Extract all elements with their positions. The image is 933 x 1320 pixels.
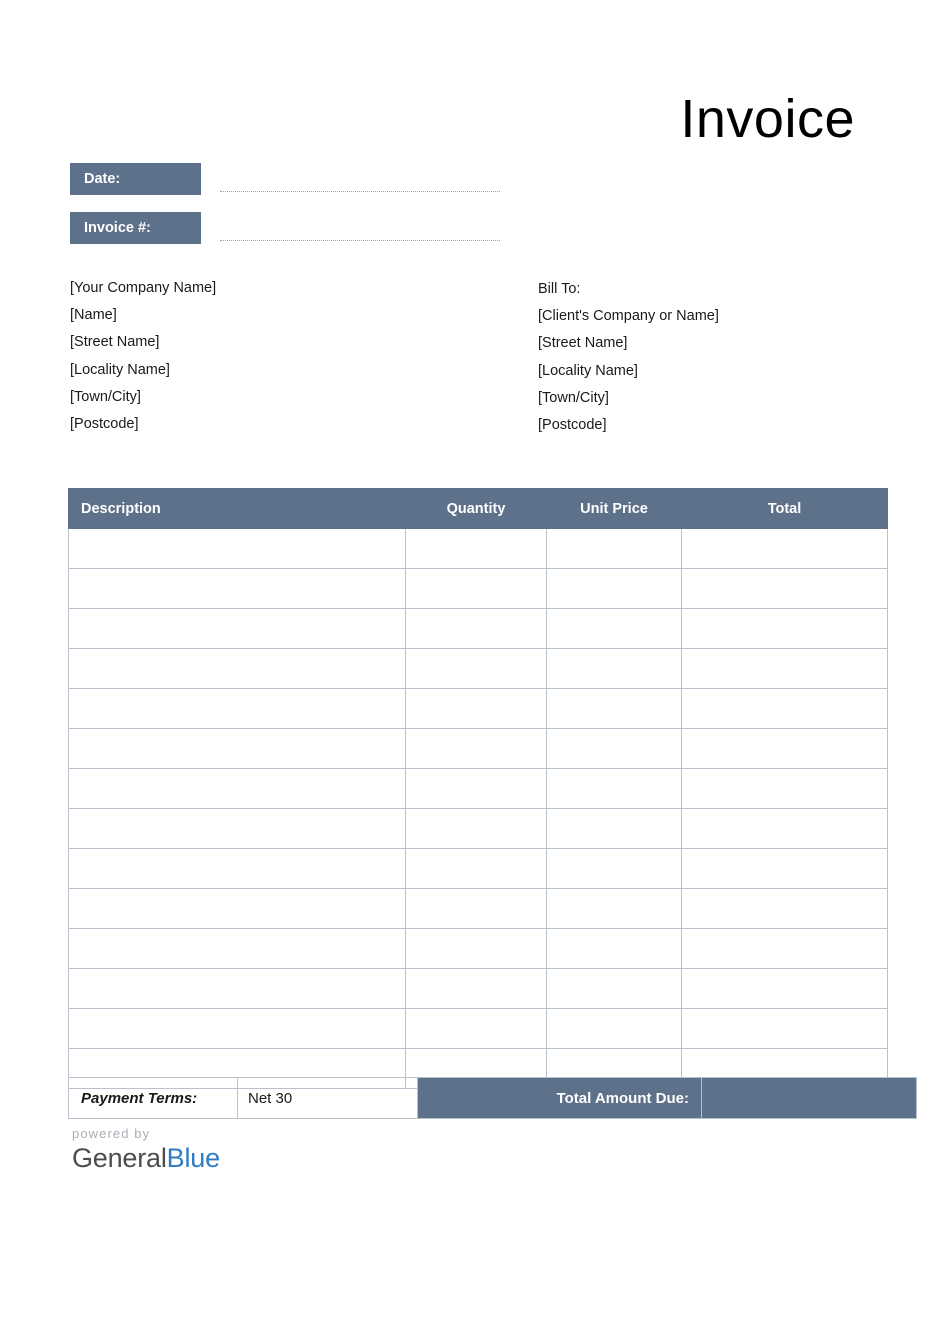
cell-description[interactable] — [69, 729, 406, 769]
cell-quantity[interactable] — [406, 529, 547, 569]
table-row — [69, 649, 888, 689]
cell-unit-price[interactable] — [547, 529, 682, 569]
cell-total[interactable] — [682, 649, 888, 689]
invoice-meta — [70, 163, 510, 261]
cell-unit-price[interactable] — [547, 929, 682, 969]
cell-total[interactable] — [682, 929, 888, 969]
cell-unit-price[interactable] — [547, 849, 682, 889]
bill-to-address-line: [Client's Company or Name] — [538, 308, 719, 325]
table-row — [69, 689, 888, 729]
sender-address-line: [Your Company Name] — [70, 280, 217, 296]
brand-name-blue: Blue — [166, 1143, 220, 1173]
table-row — [69, 969, 888, 1009]
cell-unit-price[interactable] — [547, 889, 682, 929]
page-title: Invoice — [680, 89, 855, 149]
table-row — [69, 849, 888, 889]
cell-quantity[interactable] — [406, 889, 547, 929]
sender-address-line: [Street Name] — [70, 334, 160, 351]
cell-unit-price[interactable] — [547, 569, 682, 609]
cell-total[interactable] — [682, 729, 888, 769]
cell-total[interactable] — [682, 969, 888, 1009]
cell-quantity[interactable] — [406, 769, 547, 809]
powered-by-label: powered by — [72, 1126, 151, 1141]
cell-unit-price[interactable] — [547, 969, 682, 1009]
table-row — [69, 1009, 888, 1049]
table-row — [69, 889, 888, 929]
cell-quantity[interactable] — [406, 569, 547, 609]
cell-description[interactable] — [69, 1009, 406, 1049]
cell-total[interactable] — [682, 689, 888, 729]
brand-name — [72, 1143, 220, 1174]
cell-description[interactable] — [69, 649, 406, 689]
sender-address-line: [Postcode] — [70, 416, 139, 433]
table-row — [69, 809, 888, 849]
invoice-footer-table — [68, 1077, 917, 1119]
bill-to-address-line: [Locality Name] — [538, 362, 638, 379]
column-header-unit-price: Unit Price — [547, 489, 682, 529]
cell-quantity[interactable] — [406, 689, 547, 729]
sender-address-line: [Name] — [70, 307, 117, 324]
invoice-number-row — [70, 212, 510, 244]
sender-address — [70, 275, 216, 438]
cell-unit-price[interactable] — [547, 649, 682, 689]
cell-total[interactable] — [682, 889, 888, 929]
invoice-number-underline — [220, 239, 500, 241]
sender-address-line: [Locality Name] — [70, 361, 170, 378]
table-header-row — [69, 489, 888, 529]
line-items-table — [68, 488, 888, 1089]
sender-address-line: [Town/City] — [70, 388, 141, 405]
bill-to-address-line: [Town/City] — [538, 389, 609, 406]
cell-quantity[interactable] — [406, 1009, 547, 1049]
cell-description[interactable] — [69, 849, 406, 889]
cell-unit-price[interactable] — [547, 729, 682, 769]
table-row — [69, 569, 888, 609]
cell-description[interactable] — [69, 689, 406, 729]
cell-quantity[interactable] — [406, 929, 547, 969]
payment-terms-value[interactable]: Net 30 — [238, 1078, 418, 1119]
cell-unit-price[interactable] — [547, 809, 682, 849]
bill-to-address-line: [Street Name] — [538, 335, 628, 352]
column-header-total: Total — [682, 489, 888, 529]
cell-quantity[interactable] — [406, 649, 547, 689]
brand-name-general: General — [72, 1143, 167, 1173]
cell-unit-price[interactable] — [547, 1009, 682, 1049]
table-row — [69, 729, 888, 769]
bill-to-heading: Bill To: — [538, 281, 581, 297]
date-row — [70, 163, 510, 195]
cell-quantity[interactable] — [406, 849, 547, 889]
total-amount-due-value[interactable] — [702, 1078, 917, 1119]
cell-total[interactable] — [682, 849, 888, 889]
cell-quantity[interactable] — [406, 729, 547, 769]
footer-row — [69, 1078, 917, 1119]
date-label: Date: — [70, 163, 201, 195]
column-header-quantity: Quantity — [406, 489, 547, 529]
cell-description[interactable] — [69, 529, 406, 569]
cell-total[interactable] — [682, 769, 888, 809]
cell-total[interactable] — [682, 529, 888, 569]
cell-description[interactable] — [69, 889, 406, 929]
cell-description[interactable] — [69, 609, 406, 649]
cell-description[interactable] — [69, 929, 406, 969]
cell-total[interactable] — [682, 609, 888, 649]
cell-total[interactable] — [682, 809, 888, 849]
table-row — [69, 929, 888, 969]
table-row — [69, 529, 888, 569]
cell-description[interactable] — [69, 569, 406, 609]
cell-total[interactable] — [682, 1009, 888, 1049]
brand-logo — [72, 1126, 220, 1174]
cell-quantity[interactable] — [406, 969, 547, 1009]
table-row — [69, 609, 888, 649]
date-underline — [220, 190, 500, 192]
invoice-number-label: Invoice #: — [70, 212, 201, 244]
cell-unit-price[interactable] — [547, 609, 682, 649]
bill-to-address — [538, 276, 719, 439]
cell-quantity[interactable] — [406, 809, 547, 849]
column-header-description: Description — [69, 489, 406, 529]
total-amount-due-label: Total Amount Due: — [418, 1078, 702, 1119]
cell-description[interactable] — [69, 809, 406, 849]
cell-description[interactable] — [69, 969, 406, 1009]
cell-unit-price[interactable] — [547, 689, 682, 729]
payment-terms-label: Payment Terms: — [69, 1078, 238, 1119]
cell-unit-price[interactable] — [547, 769, 682, 809]
bill-to-address-line: [Postcode] — [538, 417, 607, 434]
cell-description[interactable] — [69, 769, 406, 809]
cell-quantity[interactable] — [406, 609, 547, 649]
cell-total[interactable] — [682, 569, 888, 609]
table-row — [69, 769, 888, 809]
